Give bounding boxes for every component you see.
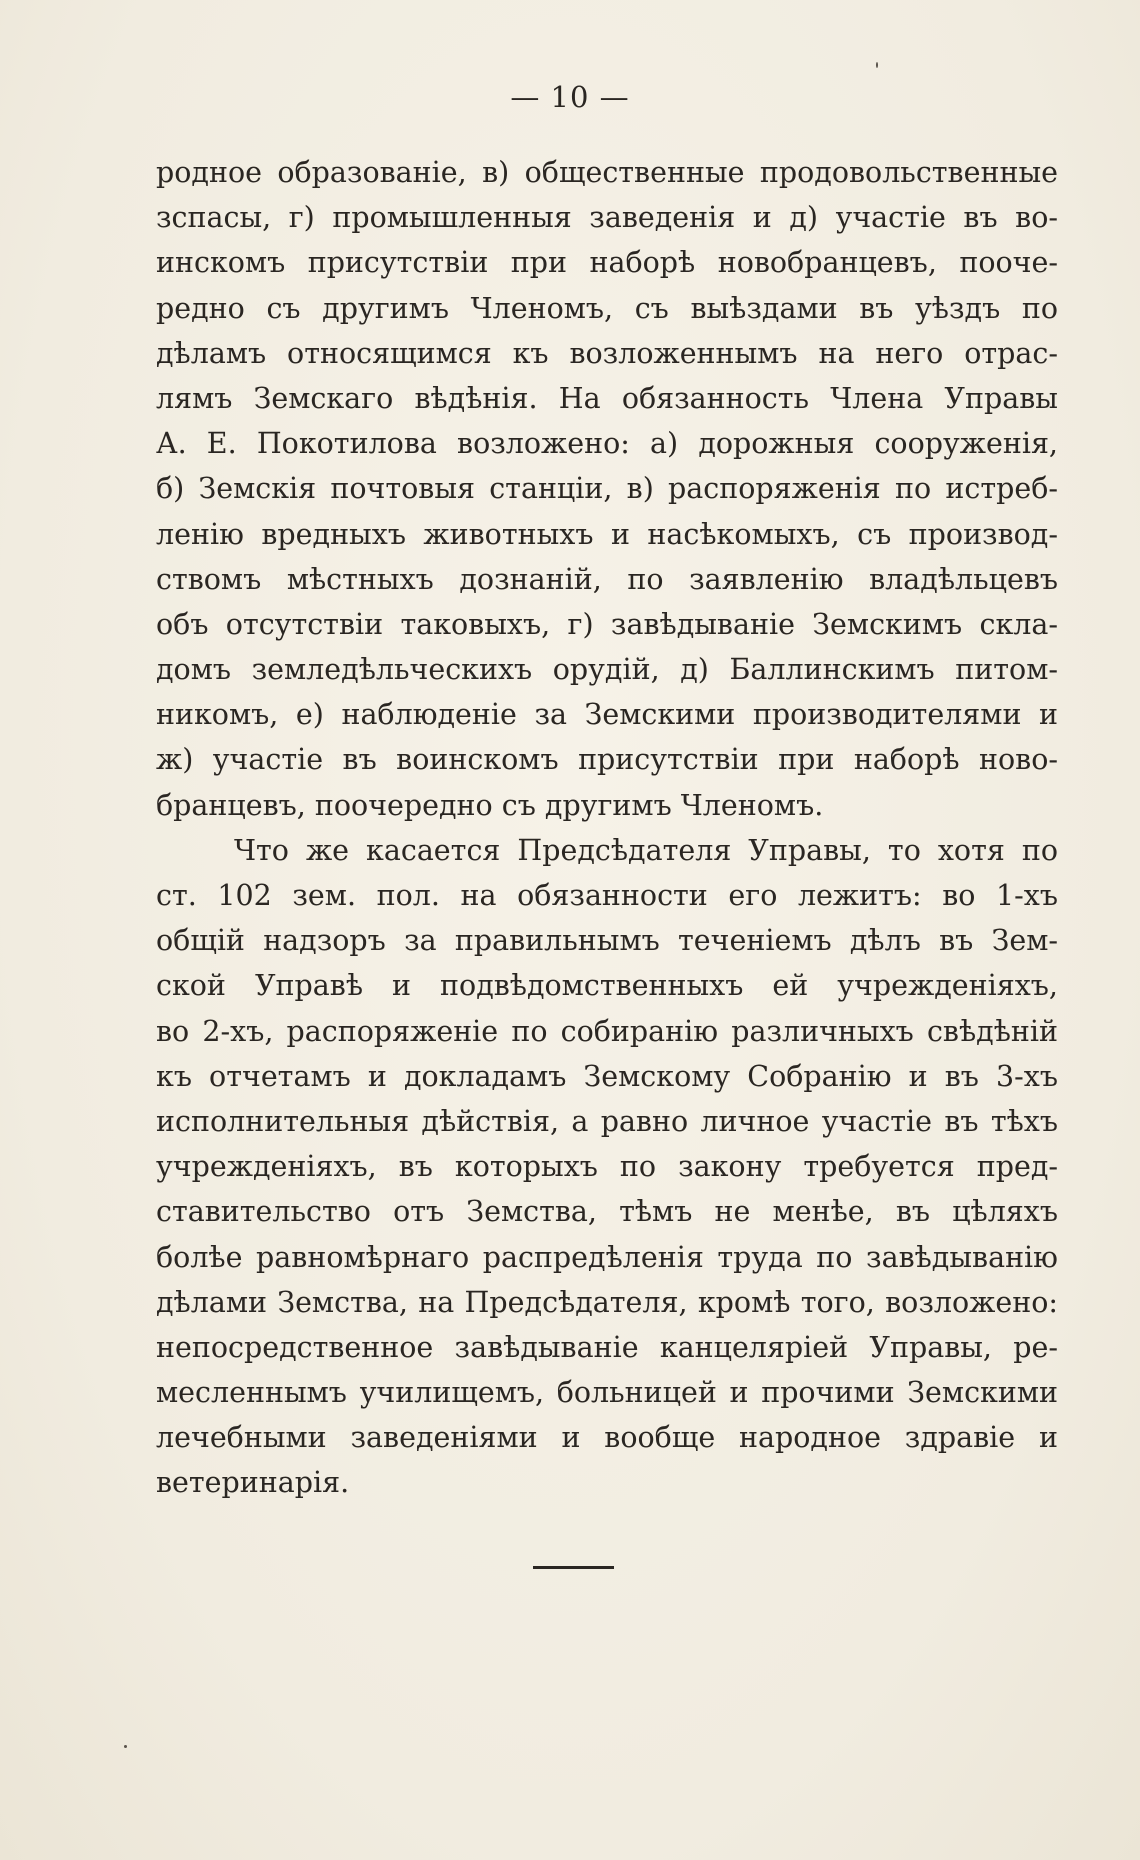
text-line: месленнымъ училищемъ, больницей и прочими Земскими xyxy=(156,1376,1058,1410)
text-line: объ отсутствіи таковыхъ, г) завѣдываніе Земскимъ скла- xyxy=(156,607,1058,641)
text-line: непосредственное завѣдываніе канцеляріей Управы, ре- xyxy=(156,1330,1058,1364)
body-text xyxy=(156,150,1058,1506)
text-line: дѣлами Земства, на Предсѣдателя, кромѣ того, возложено: xyxy=(156,1285,1058,1319)
text-line: б) Земскія почтовыя станціи, в) распоряженія по истреб- xyxy=(156,472,1058,506)
paragraph-1 xyxy=(156,150,1058,828)
text-line: зспасы, г) промышленныя заведенія и д) участіе въ во- xyxy=(156,201,1058,235)
text-line: редно съ другимъ Членомъ, съ выѣздами въ уѣздъ по xyxy=(156,291,1058,325)
page-number-header: — 10 — xyxy=(510,80,630,114)
paper-speck xyxy=(124,1745,127,1748)
end-separator-rule xyxy=(533,1566,614,1569)
text-line: ветеринарія. xyxy=(156,1466,350,1500)
text-line: никомъ, е) наблюденіе за Земскими производителями и xyxy=(156,698,1058,732)
text-line: дѣламъ относящимся къ возложеннымъ на него отрас- xyxy=(156,336,1058,370)
text-line: ствомъ мѣстныхъ дознаній, по заявленію владѣльцевъ xyxy=(156,562,1058,596)
paper-speck xyxy=(876,62,878,68)
text-line: ст. 102 зем. пол. на обязанности его лежитъ: во 1-хъ xyxy=(156,879,1058,912)
text-line: ленію вредныхъ животныхъ и насѣкомыхъ, съ производ- xyxy=(156,517,1058,551)
text-line: ж) участіе въ воинскомъ присутствіи при наборѣ ново- xyxy=(156,743,1058,777)
text-line: исполнительныя дѣйствія, а равно личное участіе въ тѣхъ xyxy=(156,1104,1058,1138)
text-line: родное образованіе, в) общественные продовольственные xyxy=(156,156,1058,189)
text-line: общій надзоръ за правильнымъ теченіемъ дѣлъ въ Зем- xyxy=(156,924,1058,958)
text-line: ставительство отъ Земства, тѣмъ не менѣе, въ цѣляхъ xyxy=(156,1195,1058,1229)
text-line: учрежденіяхъ, въ которыхъ по закону требуется пред- xyxy=(156,1150,1058,1184)
text-line: бранцевъ, поочередно съ другимъ Членомъ. xyxy=(156,788,824,822)
text-line: къ отчетамъ и докладамъ Земскому Собранію и въ 3-хъ xyxy=(156,1059,1058,1093)
text-line: во 2-хъ, распоряженіе по собиранію различныхъ свѣдѣній xyxy=(156,1014,1058,1048)
text-line: инскомъ присутствіи при наборѣ новобранцевъ, пооче- xyxy=(156,246,1058,280)
text-line: лечебными заведеніями и вообще народное здравіе и xyxy=(156,1421,1058,1455)
text-line: ской Управѣ и подвѣдомственныхъ ей учрежденіяхъ, xyxy=(156,969,1058,1003)
text-line: А. Е. Покотилова возложено: а) дорожныя сооруженія, xyxy=(156,427,1058,461)
text-line: Что же касается Предсѣдателя Управы, то хотя по xyxy=(234,833,1058,867)
text-line: болѣе равномѣрнаго распредѣленія труда по завѣдыванію xyxy=(156,1240,1058,1274)
paragraph-2 xyxy=(156,828,1058,1506)
text-line: лямъ Земскаго вѣдѣнія. На обязанность Члена Управы xyxy=(156,381,1058,415)
text-line: домъ земледѣльческихъ орудій, д) Баллинскимъ питом- xyxy=(156,653,1058,687)
